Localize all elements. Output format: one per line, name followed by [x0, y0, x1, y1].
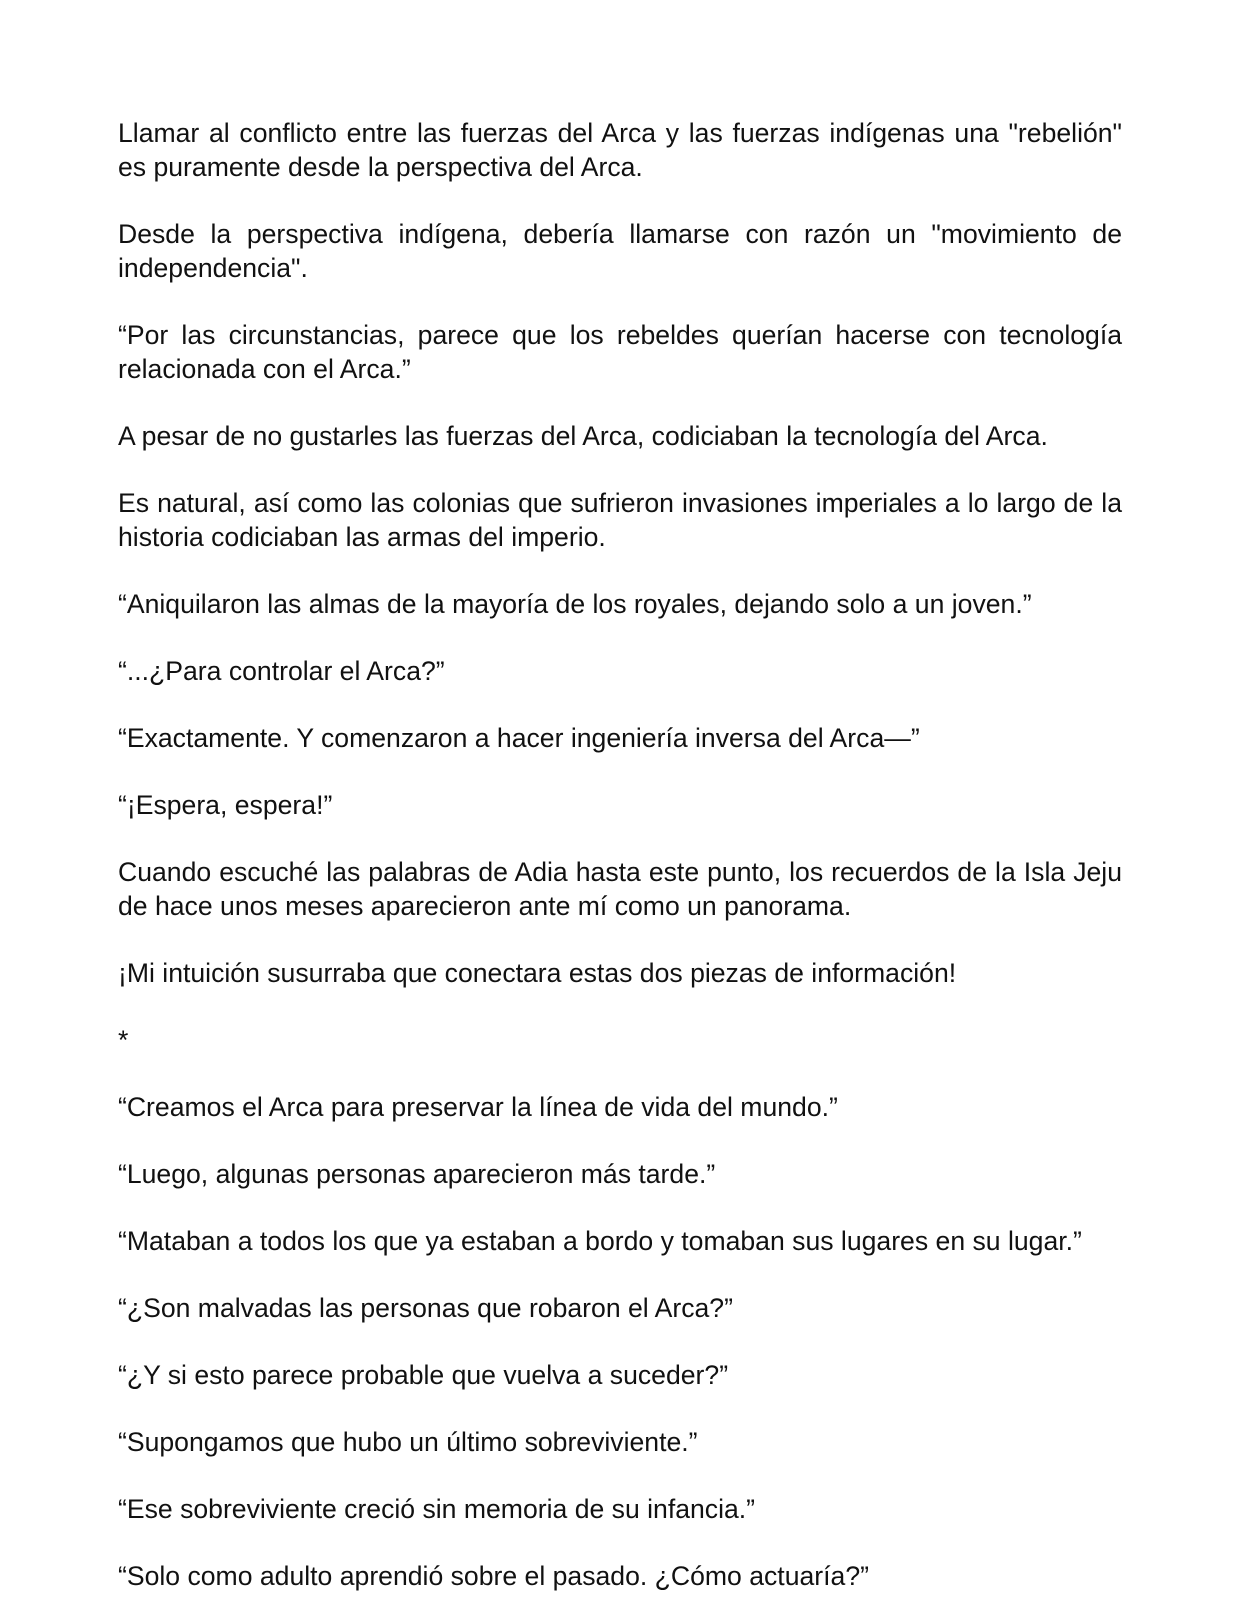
paragraph: Cuando escuché las palabras de Adia hasta este punto, los recuerdos de la Isla Jeju de hace unos meses aparecieron ante mí como un panorama.	[118, 857, 1122, 921]
paragraph: “Exactamente. Y comenzaron a hacer ingeniería inversa del Arca—”	[118, 723, 920, 753]
paragraph: “Creamos el Arca para preservar la línea de vida del mundo.”	[118, 1092, 838, 1122]
paragraph: “...¿Para controlar el Arca?”	[118, 656, 445, 686]
paragraph: “Mataban a todos los que ya estaban a bordo y tomaban sus lugares en su lugar.”	[118, 1226, 1082, 1256]
paragraph: Llamar al conflicto entre las fuerzas del Arca y las fuerzas indígenas una "rebelión" es puramente desde la perspectiva del Arca.	[118, 118, 1122, 182]
paragraph: “¿Y si esto parece probable que vuelva a suceder?”	[118, 1360, 729, 1390]
body-text	[118, 116, 1122, 1620]
paragraph: “Supongamos que hubo un último sobreviviente.”	[118, 1427, 698, 1457]
paragraph: Desde la perspectiva indígena, debería llamarse con razón un "movimiento de independencia".	[118, 219, 1122, 283]
paragraph: “Por las circunstancias, parece que los rebeldes querían hacerse con tecnología relacionada con el Arca.”	[118, 320, 1122, 384]
paragraph: “¡Espera, espera!”	[118, 790, 333, 820]
paragraph: “Aniquilaron las almas de la mayoría de los royales, dejando solo a un joven.”	[118, 589, 1032, 619]
paragraph: A pesar de no gustarles las fuerzas del Arca, codiciaban la tecnología del Arca.	[118, 421, 1048, 451]
paragraph: Es natural, así como las colonias que sufrieron invasiones imperiales a lo largo de la historia codiciaban las armas del imperio.	[118, 488, 1122, 552]
paragraph: “Luego, algunas personas aparecieron más tarde.”	[118, 1159, 716, 1189]
paragraph: “Ese sobreviviente creció sin memoria de su infancia.”	[118, 1494, 756, 1524]
paragraph: “Solo como adulto aprendió sobre el pasado. ¿Cómo actuaría?”	[118, 1561, 869, 1591]
paragraph: “¿Son malvadas las personas que robaron el Arca?”	[118, 1293, 733, 1323]
paragraph: ¡Mi intuición susurraba que conectara estas dos piezas de información!	[118, 958, 957, 988]
scene-break: *	[118, 1025, 129, 1055]
